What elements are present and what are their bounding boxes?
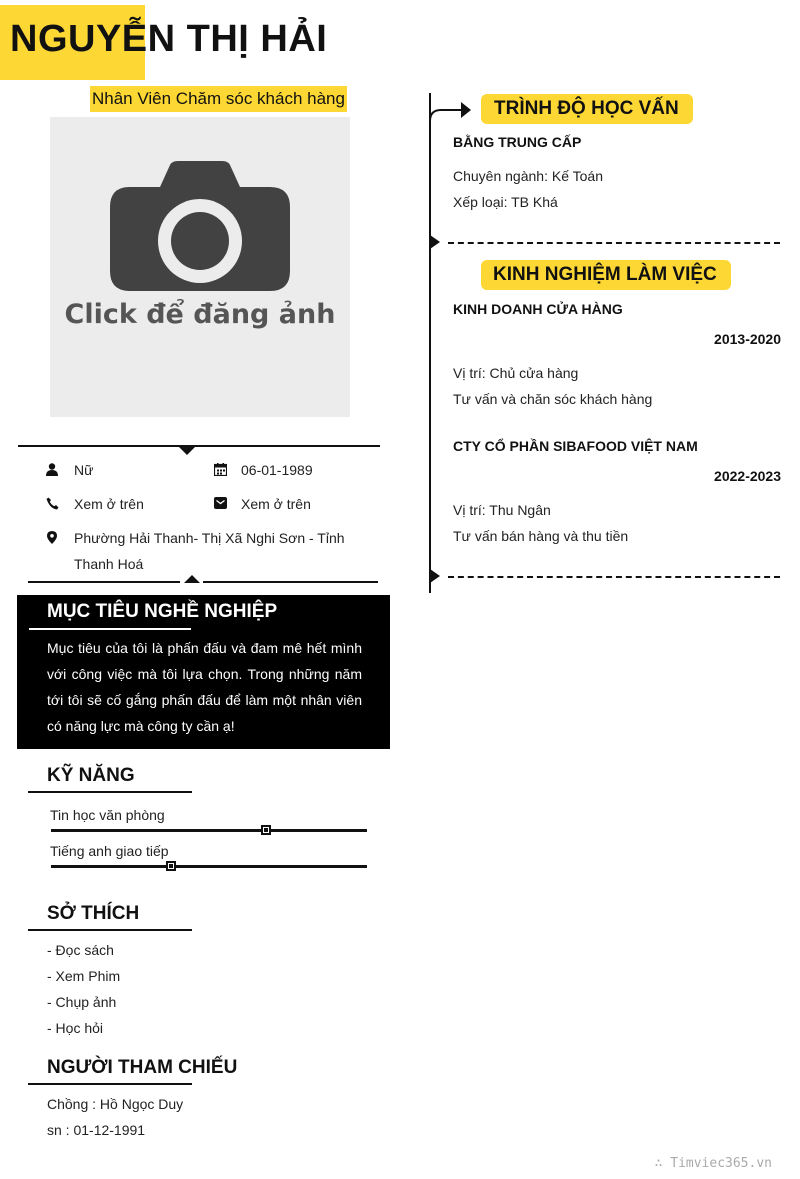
education-degree: BẰNG TRUNG CẤP xyxy=(453,134,582,150)
skill-bar xyxy=(51,829,367,832)
phone-value: Xem ở trên xyxy=(74,496,144,512)
photo-upload-label: Click để đăng ảnh xyxy=(64,299,336,330)
watermark: ∴ Timviec365.vn xyxy=(654,1156,772,1171)
map-marker-icon xyxy=(45,530,59,544)
divider-arrow-down xyxy=(179,447,195,455)
skill-bar xyxy=(51,865,367,868)
skill-label: Tiếng anh giao tiếp xyxy=(50,843,169,859)
section-arrow-icon xyxy=(429,100,473,122)
job-company: CTY CỔ PHẦN SIBAFOOD VIỆT NAM xyxy=(453,438,698,454)
address-value: Phường Hải Thanh- Thị Xã Nghi Sơn - Tỉnh Thanh Hoá xyxy=(74,530,345,572)
hobby-item: - Xem Phim xyxy=(47,968,121,984)
references-title-underline xyxy=(28,1083,192,1085)
info-divider-bottom-left xyxy=(28,581,180,583)
job-description: Tư vấn bán hàng và thu tiền xyxy=(453,528,629,544)
hobbies-title: SỞ THÍCH xyxy=(47,903,140,924)
job-title: Nhân Viên Chăm sóc khách hàng xyxy=(90,86,347,112)
hobby-item: - Đọc sách xyxy=(47,942,114,958)
job-position: Vị trí: Thu Ngân xyxy=(453,502,551,518)
objective-title: MỤC TIÊU NGHỀ NGHIỆP xyxy=(47,601,278,622)
job-company: KINH DOANH CỬA HÀNG xyxy=(453,301,623,317)
calendar-icon xyxy=(213,462,227,476)
candidate-name: NGUYỄN THỊ HẢI xyxy=(10,18,328,60)
camera-icon xyxy=(110,161,290,291)
envelope-icon xyxy=(213,496,227,510)
job-period: 2013-2020 xyxy=(714,331,781,347)
timeline-marker xyxy=(430,235,440,249)
info-divider-top xyxy=(18,445,380,447)
hobbies-title-underline xyxy=(28,929,192,931)
timeline-line xyxy=(429,93,431,593)
phone-icon xyxy=(45,496,59,510)
section-divider xyxy=(448,242,780,244)
skills-title: KỸ NĂNG xyxy=(47,765,135,786)
job-position: Vị trí: Chủ cửa hàng xyxy=(453,365,579,381)
objective-text: Mục tiêu của tôi là phấn đấu và đam mê hết mình với công việc mà tôi lựa chọn. Trong những năm tới tôi sẽ cố gắng phấn đấu để làm một nhân viên có năng lực mà công ty cần ạ! xyxy=(47,640,362,734)
section-divider xyxy=(448,576,780,578)
hobby-item: - Học hỏi xyxy=(47,1020,104,1036)
references-title: NGƯỜI THAM CHIẾU xyxy=(47,1057,238,1078)
email-value: Xem ở trên xyxy=(241,496,311,512)
info-divider-bottom-right xyxy=(203,581,378,583)
job-period: 2022-2023 xyxy=(714,468,781,484)
job-description: Tư vấn và chăn sóc khách hàng xyxy=(453,391,653,407)
skills-title-underline xyxy=(28,791,192,793)
timeline-marker xyxy=(430,569,440,583)
dob-value: 06-01-1989 xyxy=(241,462,313,478)
user-icon xyxy=(45,462,59,476)
gender-value: Nữ xyxy=(74,462,94,478)
experience-title: KINH NGHIỆM LÀM VIỆC xyxy=(493,264,717,285)
education-title: TRÌNH ĐỘ HỌC VẤN xyxy=(494,98,679,119)
photo-upload[interactable] xyxy=(50,117,350,417)
objective-section xyxy=(17,595,390,749)
skill-level-knob[interactable] xyxy=(261,825,271,835)
education-major: Chuyên ngành: Kế Toán xyxy=(453,168,603,184)
skill-label: Tin học văn phòng xyxy=(50,807,165,823)
education-rank: Xếp loại: TB Khá xyxy=(453,194,558,210)
reference-item: Chồng : Hồ Ngọc Duy xyxy=(47,1096,184,1112)
skill-level-knob[interactable] xyxy=(166,861,176,871)
divider-arrow-up xyxy=(184,575,200,583)
hobby-item: - Chụp ảnh xyxy=(47,994,117,1010)
reference-item: sn : 01-12-1991 xyxy=(47,1122,146,1138)
objective-title-underline xyxy=(29,628,191,630)
